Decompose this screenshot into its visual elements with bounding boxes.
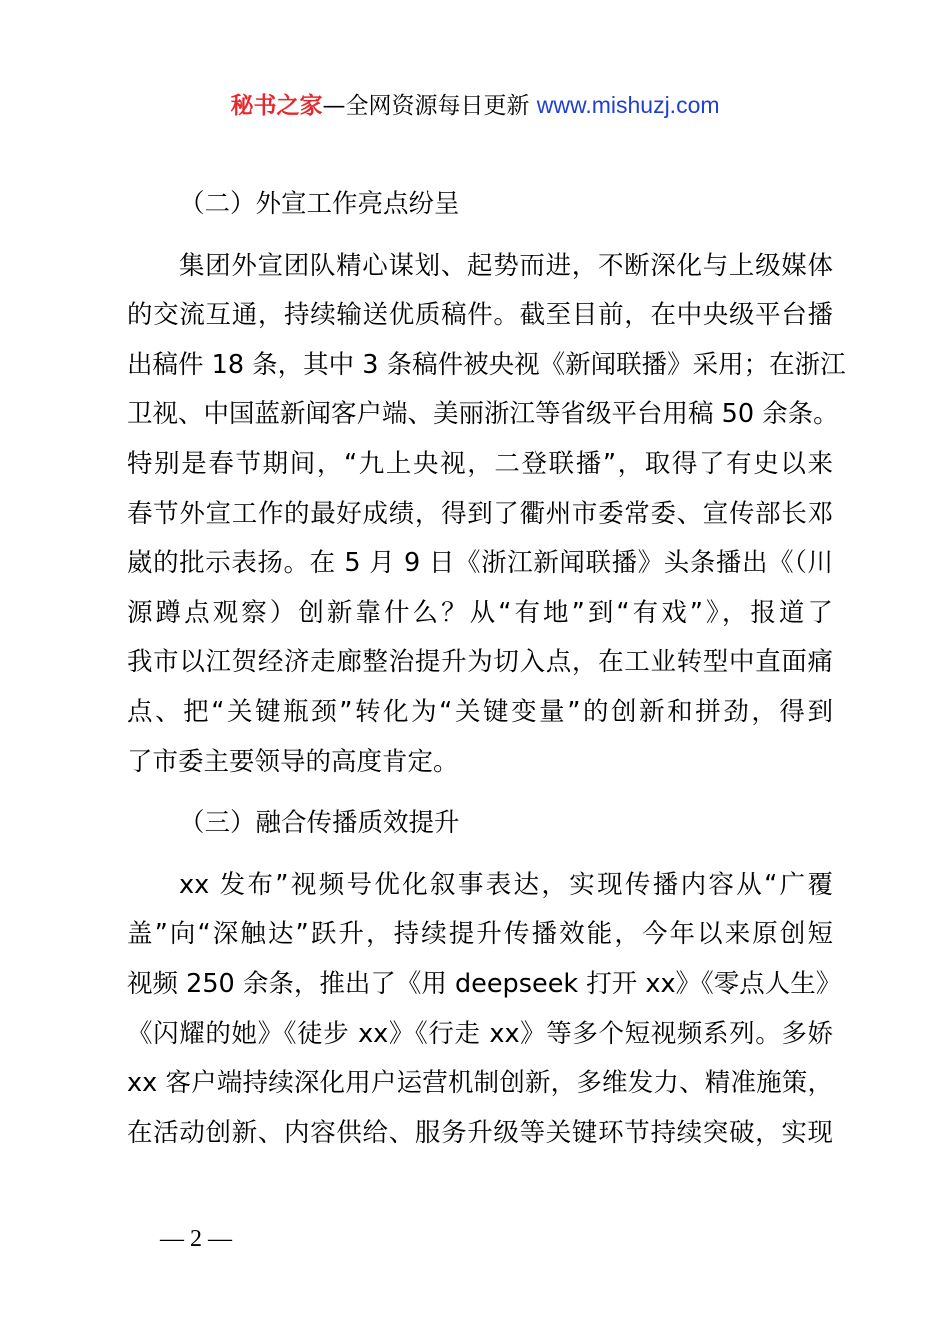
paragraph-outreach — [127, 242, 846, 788]
site-url-link[interactable]: www.mishuzj.com — [536, 92, 720, 118]
paragraph-media-fusion — [127, 861, 842, 1159]
text-line: 《闪耀的她》《徒步 xx》《行走 xx》等多个短视频系列。多娇 — [127, 1018, 833, 1049]
page-number: — 2 — — [160, 1226, 232, 1252]
section-heading-media-fusion: （三）融合传播质效提升 — [179, 808, 460, 839]
brand-name: 秘书之家 — [230, 93, 323, 119]
text-line: 了市委主要领导的高度肯定。 — [127, 746, 459, 777]
text-line: 春节外宣工作的最好成绩，得到了衢州市委常委、宣传部长邓 — [127, 498, 833, 529]
text-line: 的交流互通，持续输送优质稿件。截至目前，在中央级平台播 — [127, 300, 833, 331]
text-line: 特别是春节期间，“九上央视，二登联播”，取得了有史以来 — [127, 448, 833, 479]
page-header — [0, 88, 950, 123]
text-line: 视频 250 余条，推出了《用 deepseek 打开 xx》《零点人生》 — [127, 968, 842, 999]
section-heading-outreach: （二）外宣工作亮点纷呈 — [179, 189, 460, 219]
text-line: xx 客户端持续深化用户运营机制创新，多维发力、精准施策， — [127, 1068, 833, 1099]
text-line: 卫视、中国蓝新闻客户端、美丽浙江等省级平台用稿 50 余条。 — [127, 399, 839, 430]
text-line: 点、把“关键瓶颈”转化为“关键变量”的创新和拼劲，得到 — [127, 696, 833, 727]
text-line: 出稿件 18 条，其中 3 条稿件被央视《新闻联播》采用；在浙江 — [127, 349, 846, 380]
text-line: 源蹲点观察）创新靠什么？从“有地”到“有戏”》，报道了 — [127, 597, 833, 628]
text-line: 崴的批示表扬。在 5 月 9 日《浙江新闻联播》头条播出《（川 — [127, 548, 833, 579]
header-tagline: —全网资源每日更新 — [322, 93, 530, 119]
text-line: 在活动创新、内容供给、服务升级等关键环节持续突破，实现 — [127, 1117, 833, 1148]
document-body — [127, 180, 846, 1170]
text-line: 集团外宣团队精心谋划、起势而进，不断深化与上级媒体 — [179, 250, 833, 281]
text-line: 我市以江贺经济走廊整治提升为切入点，在工业转型中直面痛 — [127, 647, 833, 678]
text-line: 盖”向“深触达”跃升，持续提升传播效能，今年以来原创短 — [127, 919, 833, 950]
text-line: xx 发布”视频号优化叙事表达，实现传播内容从“广覆 — [179, 869, 833, 900]
